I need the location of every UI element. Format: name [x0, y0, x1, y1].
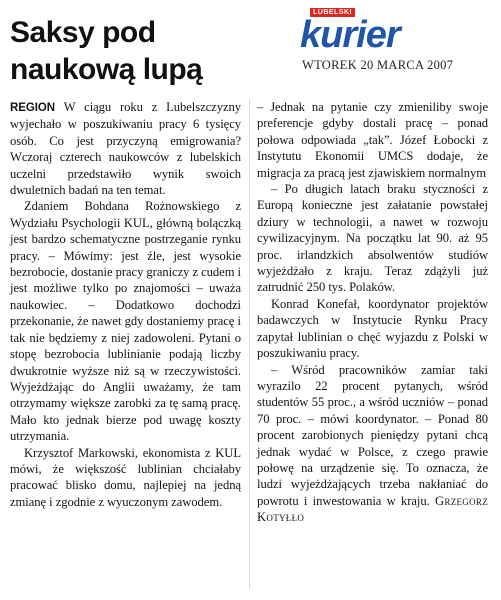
column-divider	[249, 100, 250, 588]
article-paragraph: Krzysztof Markowski, ekonomista z KUL mówi, że większość lublinian chciałaby pracować blisko domu, najlepiej na jedną zmianę i zgodnie z wyuczonym zawodem.	[10, 445, 241, 509]
newspaper-logo: kurier	[300, 14, 400, 56]
masthead	[292, 8, 492, 78]
article-paragraph: Konrad Konefał, koordynator projektów badawczych w Instytucie Rynku Pracy zapytał lublinian o chęć wyjazdu z Polski w poszukiwaniu pracy.	[257, 296, 488, 361]
article-paragraph: Zdaniem Bohdana Rożnowskiego z Wydziału Psychologii KUL, główną bolączką jest bardzo schematyczne postrzeganie rynku pracy. – Mówimy: jest źle, jest wysokie bezrobocie, dostanie pracy graniczy z cudem i jest możliwe tylko po znajomości – uważa naukowiec. – Dodatkowo dochodzi przekonanie, że nawet gdy dostaniemy pracę i tak nie będziemy z niej zadowoleni. Pytani o stopę bezrobocia lublinianie podają liczby dwukrotnie wyższe niż są w rzeczywistości. Wyjeżdżając do Anglii uważamy, że tam otrzymamy większe zarobki za tę samą pracę. Mało kto jednak bierze pod uwagę koszty utrzymania.	[10, 199, 241, 444]
final-text: – Wśród pracowników zamiar taki wyrazilo 22 procent pytanych, wśród studentów 55 proc., a wśród uczniów – ponad 70 proc. – mówi koordynator. – Ponad 80 procent zarobionych pieniędzy pytani chcą jednak wydać w Polsce, z czego prawie połowę na urządzenie się. To oznacza, że ludzi wyjeżdżających trzeba nakłaniać do powrotu i inwestowania w kraju.	[257, 362, 488, 508]
masthead-badge: LUBELSKI	[310, 8, 355, 17]
region-label: REGION	[10, 102, 56, 114]
issue-date: WTOREK 20 MARCA 2007	[302, 58, 454, 72]
article-final-paragraph	[257, 362, 488, 526]
article-paragraph: – Jednak na pytanie czy zmieniliby swoje preferencje gdyby dostali pracę – ponad połowa odpowiada „tak”. Józef Łobocki z Instytutu Ekonomii UMCS dodaje, że migracja za pracą jest zjawiskiem normalnym	[257, 100, 488, 180]
headline-line-1: Saksy pod	[10, 16, 156, 49]
article-lead-paragraph	[10, 99, 241, 198]
article-headline	[10, 14, 280, 88]
lead-text: W ciągu roku z Lubelszczyzny wyjechało w poszukiwaniu pracy 6 tysięcy osób. Co jest przyczyną emigrowania? Wczoraj czterech naukowców z lubelskich uczelni przedstawiło wynik swoich dwuletnich badań na ten temat.	[10, 100, 242, 198]
headline-line-2: naukową lupą	[10, 53, 203, 86]
article-column-left	[10, 99, 241, 510]
author-byline: Grzegorz Kotyłło	[257, 493, 488, 525]
article-paragraph: – Po długich latach braku styczności z Europą konieczne jest załatanie powstałej dziury w technologii, a nawet w rozwoju cywilizacyjnym. Na początku lat 90. aż 95 proc. irlandzkich absolwentów studiów wyjeżdżało z kraju. Teraz zdążyli już zatrudnić 250 tys. Polaków.	[257, 182, 488, 295]
article-column-right	[257, 99, 488, 526]
